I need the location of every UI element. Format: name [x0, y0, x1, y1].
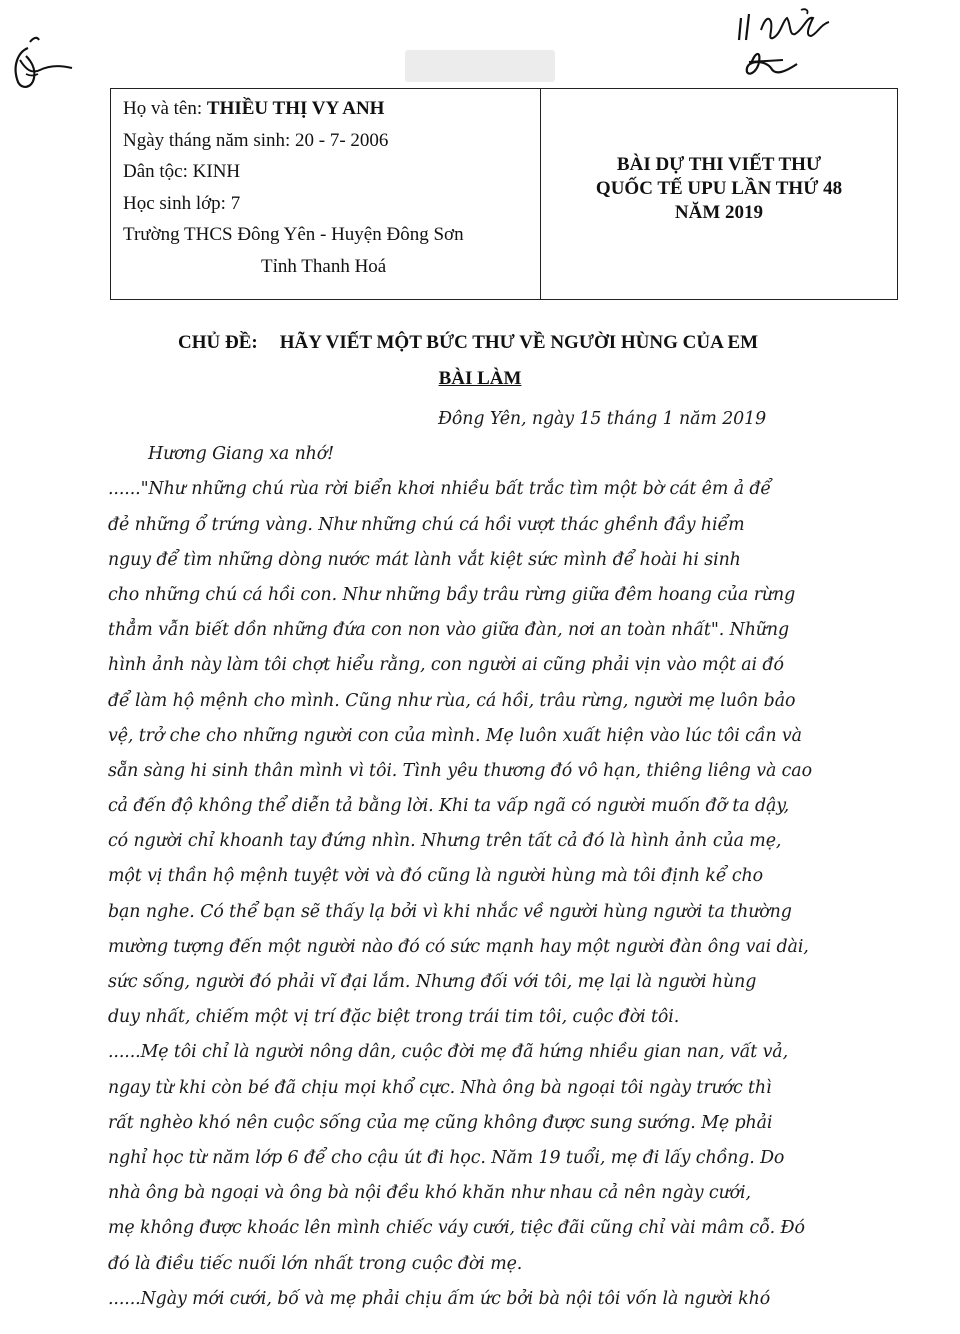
letter-line: ......Mẹ tôi chỉ là người nông dân, cuộc đời mẹ đã hứng nhiều gian nan, vất vả,	[108, 1042, 789, 1063]
letter-line: thẳm vẫn biết dồn những đứa con non vào giữa đàn, nơi an toàn nhất". Những	[108, 620, 790, 641]
contest-title-cell	[541, 89, 897, 299]
letter-line: hình ảnh này làm tôi chợt hiểu rằng, con người ai cũng phải vịn vào một ai đó	[108, 655, 784, 676]
contest-title-line-3: NĂM 2019	[674, 202, 764, 223]
letter-line: bạn nghe. Có thể bạn sẽ thấy lạ bởi vì khi nhắc về người hùng người ta thường	[108, 901, 792, 922]
letter-line: đó là điều tiếc nuối lớn nhất trong cuộc đời mẹ.	[108, 1253, 523, 1274]
letter-line: duy nhất, chiếm một vị trí đặc biệt trong trái tim tôi, cuộc đời tôi.	[108, 1007, 680, 1028]
letter-line: cả đến độ không thể diễn tả bằng lời. Khi ta vấp ngã có người muốn đỡ ta dậy,	[108, 796, 790, 817]
name-label: Họ và tên:	[123, 98, 203, 119]
student-name-line	[123, 93, 540, 125]
handwritten-score-mark	[725, 6, 835, 88]
scan-smudge	[405, 50, 555, 82]
student-info-box	[110, 88, 898, 300]
class-label: Học sinh lớp:	[123, 192, 226, 214]
ethnicity-line	[123, 156, 540, 188]
topic-label: CHỦ ĐỀ:	[178, 332, 258, 353]
topic-text: HÃY VIẾT MỘT BỨC THƯ VỀ NGƯỜI HÙNG CỦA EM	[279, 332, 759, 353]
ethnicity-label: Dân tộc:	[123, 161, 188, 182]
student-info-cell	[111, 89, 541, 299]
contest-title-line-2: QUỐC TẾ UPU LẦN THỨ 48	[595, 178, 843, 199]
dob-line	[123, 125, 540, 157]
letter-line: ......Ngày mới cưới, bố và mẹ phải chịu ấm ức bởi bà nội tôi vốn là người khó	[108, 1288, 771, 1309]
letter-line: đẻ những ổ trứng vàng. Như những chú cá hồi vượt thác ghềnh đầy hiểm	[108, 514, 745, 535]
letter-line: ......"Như những chú rùa rời biển khơi nhiều bất trắc tìm một bờ cát êm ả để	[108, 479, 772, 500]
province-line: Tỉnh Thanh Hoá	[261, 255, 387, 277]
letter-line: một vị thần hộ mệnh tuyệt vời và đó cũng là người hùng mà tôi định kể cho	[108, 866, 763, 887]
letter-line: nguy để tìm những dòng nước mát lành vắt kiệt sức mình để hoài hi sinh	[108, 549, 741, 570]
contest-title-line-1: BÀI DỰ THI VIẾT THƯ	[616, 154, 822, 175]
letter-line: mẹ không được khoác lên mình chiếc váy cưới, tiệc đãi cũng chỉ vài mâm cỗ. Đó	[108, 1218, 805, 1239]
ethnicity-value: KINH	[192, 161, 241, 182]
letter-date-line: Đông Yên, ngày 15 tháng 1 năm 2019	[438, 409, 767, 429]
dob-label: Ngày tháng năm sinh:	[123, 129, 291, 151]
letter-line: nghỉ học từ năm lớp 6 để cho cậu út đi học. Năm 19 tuổi, mẹ đi lấy chồng. Do	[108, 1147, 785, 1168]
letter-line: sẵn sàng hi sinh thân mình vì tôi. Tình yêu thương đó vô hạn, thiêng liêng và cao	[108, 760, 812, 781]
handwritten-signature-mark	[6, 30, 76, 100]
letter-line: rất nghèo khó nên cuộc sống của mẹ cũng không được sung sướng. Mẹ phải	[108, 1112, 773, 1133]
class-line	[123, 188, 540, 220]
letter-salutation: Hương Giang xa nhớ!	[148, 444, 335, 465]
letter-line: để làm hộ mệnh cho mình. Cũng như rùa, cá hồi, trâu rừng, người mẹ luôn bảo	[108, 690, 796, 711]
letter-line: sức sống, người đó phải vĩ đại lắm. Nhưng đối với tôi, mẹ lại là người hùng	[108, 972, 757, 992]
letter-line: mường tượng đến một người nào đó có sức mạnh hay một người đàn ông vai dài,	[108, 936, 809, 957]
letter-line: vệ, trở che cho những người con của mình. Mẹ luôn xuất hiện vào lúc tôi cần và	[108, 725, 802, 746]
student-name: THIỀU THỊ VY ANH	[206, 98, 385, 119]
topic-heading	[178, 332, 878, 354]
letter-line: nhà ông bà ngoại và ông bà nội đều khó khăn như nhau cả nên ngày cưới,	[108, 1183, 751, 1204]
handwritten-letter-body	[108, 402, 898, 1317]
dob-value: 20 - 7- 2006	[295, 129, 389, 151]
letter-line: cho những chú cá hồi con. Như những bầy trâu rừng giữa đêm hoang của rừng	[108, 584, 796, 605]
class-value: 7	[230, 192, 241, 214]
letter-line: ngay từ khi còn bé đã chịu mọi khổ cực. Nhà ông bà ngoại tôi ngày trước thì	[108, 1077, 772, 1098]
school-line: Trường THCS Đông Yên - Huyện Đông Sơn	[123, 224, 464, 245]
essay-title: BÀI LÀM	[438, 368, 522, 389]
letter-line: có người chỉ khoanh tay đứng nhìn. Nhưng trên tất cả đó là hình ảnh của mẹ,	[108, 831, 782, 852]
